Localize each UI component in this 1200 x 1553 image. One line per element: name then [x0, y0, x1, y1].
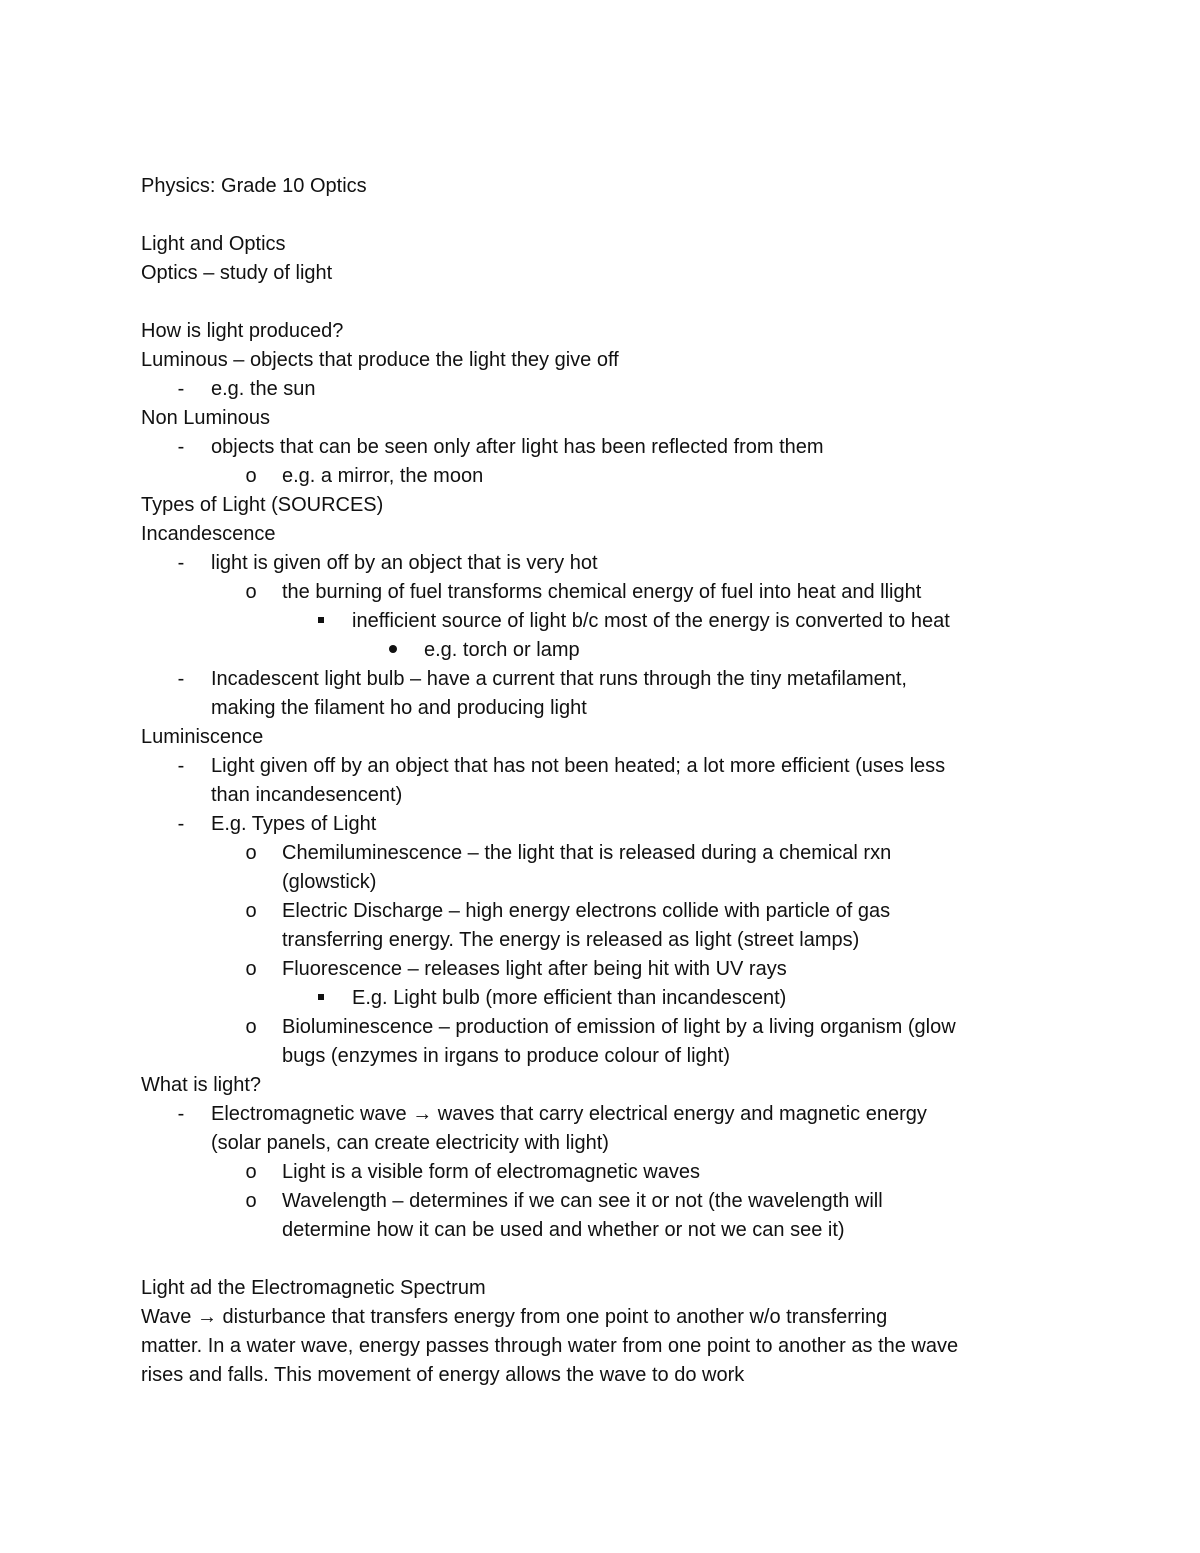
- circle-bullet-icon: [241, 578, 261, 607]
- circle-bullet-icon: [241, 462, 261, 491]
- paragraph-line: rises and falls. This movement of energy allows the wave to do work: [141, 1364, 745, 1386]
- list-item: - e.g. the sun: [141, 375, 1081, 404]
- dash-bullet-icon: [171, 375, 191, 404]
- list-item: o Light is a visible form of electromagnetic waves: [141, 1158, 1081, 1187]
- disc-bullet-icon: [383, 636, 403, 665]
- spacer: [141, 1245, 1081, 1274]
- list-item: - light is given off by an object that is very hot: [141, 549, 1081, 578]
- list-item-continuation: (glowstick): [282, 871, 377, 893]
- paragraph-line: Wave → disturbance that transfers energy from one point to another w/o transferring: [141, 1306, 888, 1328]
- dash-bullet-icon: [171, 549, 191, 578]
- list-item: - Electromagnetic wave → waves that carry electrical energy and magnetic energy: [141, 1100, 1081, 1129]
- list-item: inefficient source of light b/c most of the energy is converted to heat: [141, 607, 1081, 636]
- list-item: o Fluorescence – releases light after being hit with UV rays: [141, 955, 1081, 984]
- question-heading: What is light?: [141, 1074, 262, 1096]
- question-heading: How is light produced?: [141, 320, 344, 342]
- list-item-continuation: determine how it can be used and whether or not we can see it): [282, 1219, 845, 1241]
- square-bullet-icon: [311, 607, 331, 636]
- spacer: [141, 288, 1081, 317]
- dash-bullet-icon: [171, 433, 191, 462]
- section-heading: Light and Optics: [141, 233, 286, 255]
- list-item-continuation: bugs (enzymes in irgans to produce colour of light): [282, 1045, 731, 1067]
- types-heading: Types of Light (SOURCES): [141, 494, 384, 516]
- list-item-continuation: than incandesencent): [211, 784, 403, 806]
- incandescence-heading: Incandescence: [141, 523, 276, 545]
- list-item: o Wavelength – determines if we can see it or not (the wavelength will: [141, 1187, 1081, 1216]
- dash-bullet-icon: [171, 810, 191, 839]
- list-item: E.g. Light bulb (more efficient than incandescent): [141, 984, 1081, 1013]
- list-item: - objects that can be seen only after light has been reflected from them: [141, 433, 1081, 462]
- dash-bullet-icon: [171, 752, 191, 781]
- list-item-continuation: transferring energy. The energy is released as light (street lamps): [282, 929, 860, 951]
- list-item-continuation: making the filament ho and producing light: [211, 697, 587, 719]
- document-title: Physics: Grade 10 Optics: [141, 175, 367, 197]
- section-heading: Light ad the Electromagnetic Spectrum: [141, 1277, 486, 1299]
- circle-bullet-icon: [241, 955, 261, 984]
- luminous-definition: Luminous – objects that produce the light they give off: [141, 349, 619, 371]
- luminiscence-heading: Luminiscence: [141, 726, 264, 748]
- list-item: e.g. torch or lamp: [141, 636, 1081, 665]
- dash-bullet-icon: [171, 1100, 191, 1129]
- list-item: o Bioluminescence – production of emission of light by a living organism (glow: [141, 1013, 1081, 1042]
- circle-bullet-icon: [241, 1158, 261, 1187]
- circle-bullet-icon: [241, 839, 261, 868]
- list-item: o e.g. a mirror, the moon: [141, 462, 1081, 491]
- dash-bullet-icon: [171, 665, 191, 694]
- list-item-continuation: (solar panels, can create electricity with light): [211, 1132, 609, 1154]
- definition-text: Optics – study of light: [141, 262, 333, 284]
- document-page: [141, 172, 1081, 1390]
- square-bullet-icon: [311, 984, 331, 1013]
- list-item: o Chemiluminescence – the light that is released during a chemical rxn: [141, 839, 1081, 868]
- list-item: o the burning of fuel transforms chemical energy of fuel into heat and llight: [141, 578, 1081, 607]
- list-item: - Incadescent light bulb – have a current that runs through the tiny metafilament,: [141, 665, 1081, 694]
- list-item: o Electric Discharge – high energy electrons collide with particle of gas: [141, 897, 1081, 926]
- list-item: - E.g. Types of Light: [141, 810, 1081, 839]
- circle-bullet-icon: [241, 897, 261, 926]
- spacer: [141, 201, 1081, 230]
- list-item: - Light given off by an object that has not been heated; a lot more efficient (uses less: [141, 752, 1081, 781]
- circle-bullet-icon: [241, 1013, 261, 1042]
- non-luminous-heading: Non Luminous: [141, 407, 270, 429]
- paragraph-line: matter. In a water wave, energy passes through water from one point to another as the wave: [141, 1335, 959, 1357]
- circle-bullet-icon: [241, 1187, 261, 1216]
